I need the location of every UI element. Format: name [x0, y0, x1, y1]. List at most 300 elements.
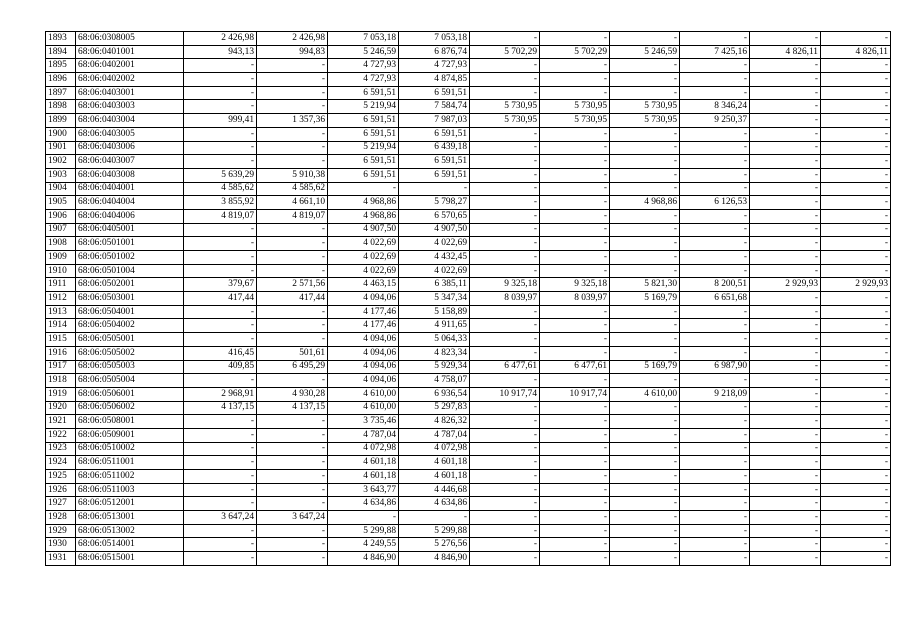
cadastral-code-cell: 68:06:0505002: [76, 346, 184, 360]
value-cell: -: [184, 264, 257, 278]
value-cell: 10 917,74: [540, 387, 610, 401]
value-cell: 4 022,69: [328, 237, 399, 251]
value-cell: 4 463,15: [328, 278, 399, 292]
value-cell: 2 571,56: [257, 278, 328, 292]
value-cell: 4 911,65: [399, 319, 470, 333]
table-row: [46, 59, 891, 73]
table-row: [46, 182, 891, 196]
value-cell: -: [257, 497, 328, 511]
value-cell: -: [680, 155, 750, 169]
value-cell: -: [257, 141, 328, 155]
value-cell: 6 495,29: [257, 360, 328, 374]
table-row: [46, 100, 891, 114]
value-cell: -: [257, 470, 328, 484]
value-cell: -: [821, 196, 891, 210]
value-cell: -: [470, 552, 540, 566]
value-cell: -: [470, 456, 540, 470]
value-cell: 9 325,18: [470, 278, 540, 292]
table-row: [46, 32, 891, 46]
value-cell: -: [540, 456, 610, 470]
value-cell: -: [750, 524, 821, 538]
value-cell: 6 439,18: [399, 141, 470, 155]
cadastral-code-cell: 68:06:0508001: [76, 415, 184, 429]
value-cell: 409,85: [184, 360, 257, 374]
value-cell: -: [540, 333, 610, 347]
row-index-cell: 1917: [46, 360, 76, 374]
value-cell: 7 987,03: [399, 114, 470, 128]
value-cell: 4 601,18: [399, 470, 470, 484]
value-cell: -: [540, 32, 610, 46]
value-cell: 4 137,15: [184, 401, 257, 415]
value-cell: 5 702,29: [540, 45, 610, 59]
value-cell: 4 727,93: [399, 59, 470, 73]
value-cell: -: [540, 251, 610, 265]
value-cell: 4 634,86: [399, 497, 470, 511]
value-cell: -: [680, 168, 750, 182]
value-cell: -: [540, 401, 610, 415]
value-cell: -: [750, 470, 821, 484]
value-cell: -: [680, 401, 750, 415]
value-cell: 4 787,04: [399, 428, 470, 442]
table-row: [46, 428, 891, 442]
value-cell: 5 246,59: [610, 45, 680, 59]
value-cell: -: [680, 209, 750, 223]
row-index-cell: 1931: [46, 552, 76, 566]
table-row: [46, 374, 891, 388]
value-cell: -: [680, 182, 750, 196]
value-cell: -: [184, 428, 257, 442]
cadastral-code-cell: 68:06:0403003: [76, 100, 184, 114]
value-cell: -: [821, 538, 891, 552]
value-cell: -: [184, 237, 257, 251]
row-index-cell: 1918: [46, 374, 76, 388]
value-cell: -: [610, 374, 680, 388]
value-cell: -: [680, 456, 750, 470]
value-cell: -: [821, 360, 891, 374]
value-cell: -: [680, 32, 750, 46]
value-cell: -: [821, 415, 891, 429]
cadastral-code-cell: 68:06:0403004: [76, 114, 184, 128]
value-cell: -: [680, 319, 750, 333]
value-cell: -: [610, 237, 680, 251]
cadastral-code-cell: 68:06:0505003: [76, 360, 184, 374]
row-index-cell: 1904: [46, 182, 76, 196]
table-row: [46, 168, 891, 182]
value-cell: -: [257, 59, 328, 73]
value-cell: -: [470, 223, 540, 237]
value-cell: -: [750, 292, 821, 306]
value-cell: -: [257, 73, 328, 87]
value-cell: 2 929,93: [750, 278, 821, 292]
value-cell: -: [610, 168, 680, 182]
value-cell: -: [750, 428, 821, 442]
value-cell: -: [470, 182, 540, 196]
table-row: [46, 127, 891, 141]
value-cell: -: [821, 114, 891, 128]
table-row: [46, 114, 891, 128]
cadastral-code-cell: 68:06:0404001: [76, 182, 184, 196]
value-cell: 4 826,32: [399, 415, 470, 429]
value-cell: -: [540, 127, 610, 141]
cadastral-code-cell: 68:06:0504002: [76, 319, 184, 333]
cadastral-code-cell: 68:06:0308005: [76, 32, 184, 46]
value-cell: 4 930,28: [257, 387, 328, 401]
value-cell: 5 730,95: [540, 114, 610, 128]
value-cell: 1 357,36: [257, 114, 328, 128]
value-cell: 4 610,00: [610, 387, 680, 401]
row-index-cell: 1907: [46, 223, 76, 237]
table-row: [46, 387, 891, 401]
value-cell: 6 126,53: [680, 196, 750, 210]
value-cell: 8 346,24: [680, 100, 750, 114]
value-cell: 5 347,34: [399, 292, 470, 306]
value-cell: -: [184, 333, 257, 347]
value-cell: 6 570,65: [399, 209, 470, 223]
value-cell: 943,13: [184, 45, 257, 59]
value-cell: -: [610, 456, 680, 470]
value-cell: -: [750, 209, 821, 223]
value-cell: -: [610, 182, 680, 196]
row-index-cell: 1903: [46, 168, 76, 182]
value-cell: -: [184, 497, 257, 511]
value-cell: -: [470, 127, 540, 141]
value-cell: -: [257, 127, 328, 141]
value-cell: -: [184, 483, 257, 497]
value-cell: -: [610, 483, 680, 497]
value-cell: -: [821, 127, 891, 141]
value-cell: 4 661,10: [257, 196, 328, 210]
value-cell: -: [610, 333, 680, 347]
value-cell: 5 730,95: [610, 100, 680, 114]
value-cell: -: [184, 223, 257, 237]
value-cell: -: [821, 346, 891, 360]
value-cell: 4 094,06: [328, 333, 399, 347]
value-cell: -: [184, 100, 257, 114]
value-cell: -: [821, 470, 891, 484]
value-cell: -: [750, 182, 821, 196]
row-index-cell: 1899: [46, 114, 76, 128]
value-cell: -: [184, 86, 257, 100]
value-cell: -: [821, 251, 891, 265]
table-row: [46, 141, 891, 155]
value-cell: 4 846,90: [399, 552, 470, 566]
value-cell: -: [399, 511, 470, 525]
value-cell: 6 936,54: [399, 387, 470, 401]
value-cell: -: [750, 86, 821, 100]
value-cell: -: [680, 333, 750, 347]
value-cell: 4 137,15: [257, 401, 328, 415]
value-cell: 5 158,89: [399, 305, 470, 319]
cadastral-code-cell: 68:06:0403005: [76, 127, 184, 141]
value-cell: 4 072,98: [328, 442, 399, 456]
cadastral-code-cell: 68:06:0511001: [76, 456, 184, 470]
value-cell: -: [610, 127, 680, 141]
value-cell: -: [680, 511, 750, 525]
value-cell: 4 758,07: [399, 374, 470, 388]
value-cell: -: [470, 401, 540, 415]
value-cell: 4 094,06: [328, 346, 399, 360]
value-cell: -: [610, 401, 680, 415]
value-cell: -: [184, 552, 257, 566]
value-cell: -: [328, 511, 399, 525]
value-cell: -: [750, 552, 821, 566]
value-cell: -: [821, 319, 891, 333]
value-cell: -: [184, 415, 257, 429]
value-cell: -: [821, 264, 891, 278]
value-cell: 2 929,93: [821, 278, 891, 292]
table-row: [46, 305, 891, 319]
value-cell: 4 826,11: [750, 45, 821, 59]
value-cell: 4 094,06: [328, 292, 399, 306]
table-row: [46, 237, 891, 251]
row-index-cell: 1921: [46, 415, 76, 429]
value-cell: -: [257, 524, 328, 538]
value-cell: -: [750, 100, 821, 114]
value-cell: 6 477,61: [540, 360, 610, 374]
table-row: [46, 264, 891, 278]
cadastral-code-cell: 68:06:0403006: [76, 141, 184, 155]
value-cell: 6 591,51: [399, 127, 470, 141]
value-cell: -: [610, 59, 680, 73]
value-cell: -: [750, 237, 821, 251]
table-row: [46, 292, 891, 306]
value-cell: 8 039,97: [540, 292, 610, 306]
cadastral-code-cell: 68:06:0513002: [76, 524, 184, 538]
value-cell: -: [750, 456, 821, 470]
cadastral-code-cell: 68:06:0402002: [76, 73, 184, 87]
value-cell: 5 730,95: [540, 100, 610, 114]
row-index-cell: 1923: [46, 442, 76, 456]
value-cell: -: [610, 141, 680, 155]
value-cell: 5 219,94: [328, 141, 399, 155]
value-cell: -: [184, 319, 257, 333]
value-cell: -: [680, 346, 750, 360]
row-index-cell: 1905: [46, 196, 76, 210]
value-cell: -: [470, 155, 540, 169]
cadastral-code-cell: 68:06:0403007: [76, 155, 184, 169]
value-cell: -: [257, 415, 328, 429]
cadastral-code-cell: 68:06:0513001: [76, 511, 184, 525]
value-cell: -: [470, 428, 540, 442]
value-cell: 7 425,16: [680, 45, 750, 59]
value-cell: -: [470, 168, 540, 182]
value-cell: -: [750, 251, 821, 265]
value-cell: -: [540, 209, 610, 223]
value-cell: -: [821, 497, 891, 511]
value-cell: -: [540, 59, 610, 73]
value-cell: 6 591,51: [399, 168, 470, 182]
value-cell: -: [540, 182, 610, 196]
value-cell: -: [540, 538, 610, 552]
value-cell: -: [610, 497, 680, 511]
cadastral-code-cell: 68:06:0501001: [76, 237, 184, 251]
value-cell: -: [470, 374, 540, 388]
value-cell: 7 584,74: [399, 100, 470, 114]
value-cell: 4 072,98: [399, 442, 470, 456]
value-cell: 4 823,34: [399, 346, 470, 360]
value-cell: 4 727,93: [328, 73, 399, 87]
value-cell: -: [257, 237, 328, 251]
value-cell: 5 929,34: [399, 360, 470, 374]
value-cell: -: [750, 511, 821, 525]
value-cell: -: [680, 470, 750, 484]
value-cell: -: [680, 59, 750, 73]
cadastral-code-cell: 68:06:0506001: [76, 387, 184, 401]
value-cell: -: [470, 305, 540, 319]
value-cell: -: [821, 442, 891, 456]
table-row: [46, 511, 891, 525]
value-cell: 3 735,46: [328, 415, 399, 429]
value-cell: 5 798,27: [399, 196, 470, 210]
value-cell: -: [821, 387, 891, 401]
value-cell: -: [750, 387, 821, 401]
value-cell: -: [257, 483, 328, 497]
value-cell: -: [184, 141, 257, 155]
value-cell: 417,44: [257, 292, 328, 306]
value-cell: 6 477,61: [470, 360, 540, 374]
value-cell: -: [821, 32, 891, 46]
table-row: [46, 45, 891, 59]
table-row: [46, 497, 891, 511]
value-cell: -: [750, 223, 821, 237]
value-cell: -: [750, 73, 821, 87]
value-cell: 7 053,18: [399, 32, 470, 46]
row-index-cell: 1898: [46, 100, 76, 114]
value-cell: -: [821, 223, 891, 237]
value-cell: -: [399, 182, 470, 196]
value-cell: 379,67: [184, 278, 257, 292]
value-cell: -: [184, 470, 257, 484]
table-row: [46, 360, 891, 374]
value-cell: -: [540, 168, 610, 182]
value-cell: -: [610, 155, 680, 169]
value-cell: -: [821, 100, 891, 114]
value-cell: 3 647,24: [257, 511, 328, 525]
cadastral-code-cell: 68:06:0404006: [76, 209, 184, 223]
value-cell: 4 634,86: [328, 497, 399, 511]
value-cell: -: [470, 59, 540, 73]
table-row: [46, 538, 891, 552]
cadastral-code-cell: 68:06:0505004: [76, 374, 184, 388]
value-cell: 4 022,69: [399, 237, 470, 251]
value-cell: 999,41: [184, 114, 257, 128]
row-index-cell: 1910: [46, 264, 76, 278]
value-cell: -: [257, 155, 328, 169]
value-cell: -: [470, 470, 540, 484]
value-cell: -: [540, 223, 610, 237]
value-cell: 5 276,56: [399, 538, 470, 552]
value-cell: 4 727,93: [328, 59, 399, 73]
row-index-cell: 1911: [46, 278, 76, 292]
value-cell: -: [750, 196, 821, 210]
value-cell: -: [610, 264, 680, 278]
value-cell: 8 200,51: [680, 278, 750, 292]
value-cell: -: [821, 155, 891, 169]
value-cell: -: [610, 32, 680, 46]
value-cell: -: [750, 401, 821, 415]
value-cell: -: [750, 168, 821, 182]
value-cell: -: [257, 251, 328, 265]
value-cell: -: [750, 319, 821, 333]
value-cell: -: [610, 223, 680, 237]
value-cell: 6 651,68: [680, 292, 750, 306]
cadastral-code-cell: 68:06:0510002: [76, 442, 184, 456]
row-index-cell: 1928: [46, 511, 76, 525]
value-cell: -: [750, 538, 821, 552]
value-cell: -: [821, 374, 891, 388]
value-cell: -: [610, 442, 680, 456]
value-cell: -: [540, 155, 610, 169]
table-row: [46, 333, 891, 347]
value-cell: -: [821, 401, 891, 415]
value-cell: 7 053,18: [328, 32, 399, 46]
value-cell: -: [540, 552, 610, 566]
value-cell: -: [821, 524, 891, 538]
value-cell: 9 250,37: [680, 114, 750, 128]
value-cell: -: [184, 305, 257, 319]
value-cell: -: [680, 552, 750, 566]
value-cell: -: [750, 333, 821, 347]
value-cell: 8 039,97: [470, 292, 540, 306]
value-cell: -: [470, 524, 540, 538]
value-cell: -: [610, 470, 680, 484]
value-cell: -: [750, 155, 821, 169]
value-cell: 9 325,18: [540, 278, 610, 292]
value-cell: -: [470, 86, 540, 100]
row-index-cell: 1927: [46, 497, 76, 511]
value-cell: -: [184, 73, 257, 87]
value-cell: -: [470, 251, 540, 265]
value-cell: -: [540, 264, 610, 278]
value-cell: 6 591,51: [328, 155, 399, 169]
cadastral-code-cell: 68:06:0404004: [76, 196, 184, 210]
value-cell: -: [680, 538, 750, 552]
value-cell: -: [750, 264, 821, 278]
value-cell: 5 169,79: [610, 292, 680, 306]
value-cell: -: [821, 59, 891, 73]
row-index-cell: 1909: [46, 251, 76, 265]
value-cell: -: [470, 319, 540, 333]
value-cell: -: [821, 456, 891, 470]
value-cell: 6 385,11: [399, 278, 470, 292]
row-index-cell: 1915: [46, 333, 76, 347]
table-row: [46, 524, 891, 538]
row-index-cell: 1908: [46, 237, 76, 251]
value-cell: -: [750, 497, 821, 511]
value-cell: -: [470, 264, 540, 278]
value-cell: -: [184, 127, 257, 141]
row-index-cell: 1896: [46, 73, 76, 87]
value-cell: -: [750, 141, 821, 155]
row-index-cell: 1926: [46, 483, 76, 497]
table-body: [46, 32, 891, 566]
value-cell: -: [470, 237, 540, 251]
value-cell: 4 177,46: [328, 305, 399, 319]
table-row: [46, 73, 891, 87]
value-cell: -: [821, 237, 891, 251]
value-cell: -: [750, 442, 821, 456]
value-cell: -: [257, 264, 328, 278]
cadastral-code-cell: 68:06:0501004: [76, 264, 184, 278]
value-cell: -: [257, 428, 328, 442]
value-cell: 5 730,95: [610, 114, 680, 128]
value-cell: -: [680, 415, 750, 429]
value-cell: -: [470, 32, 540, 46]
value-cell: -: [540, 346, 610, 360]
value-cell: -: [610, 73, 680, 87]
value-cell: -: [257, 223, 328, 237]
value-cell: -: [257, 456, 328, 470]
